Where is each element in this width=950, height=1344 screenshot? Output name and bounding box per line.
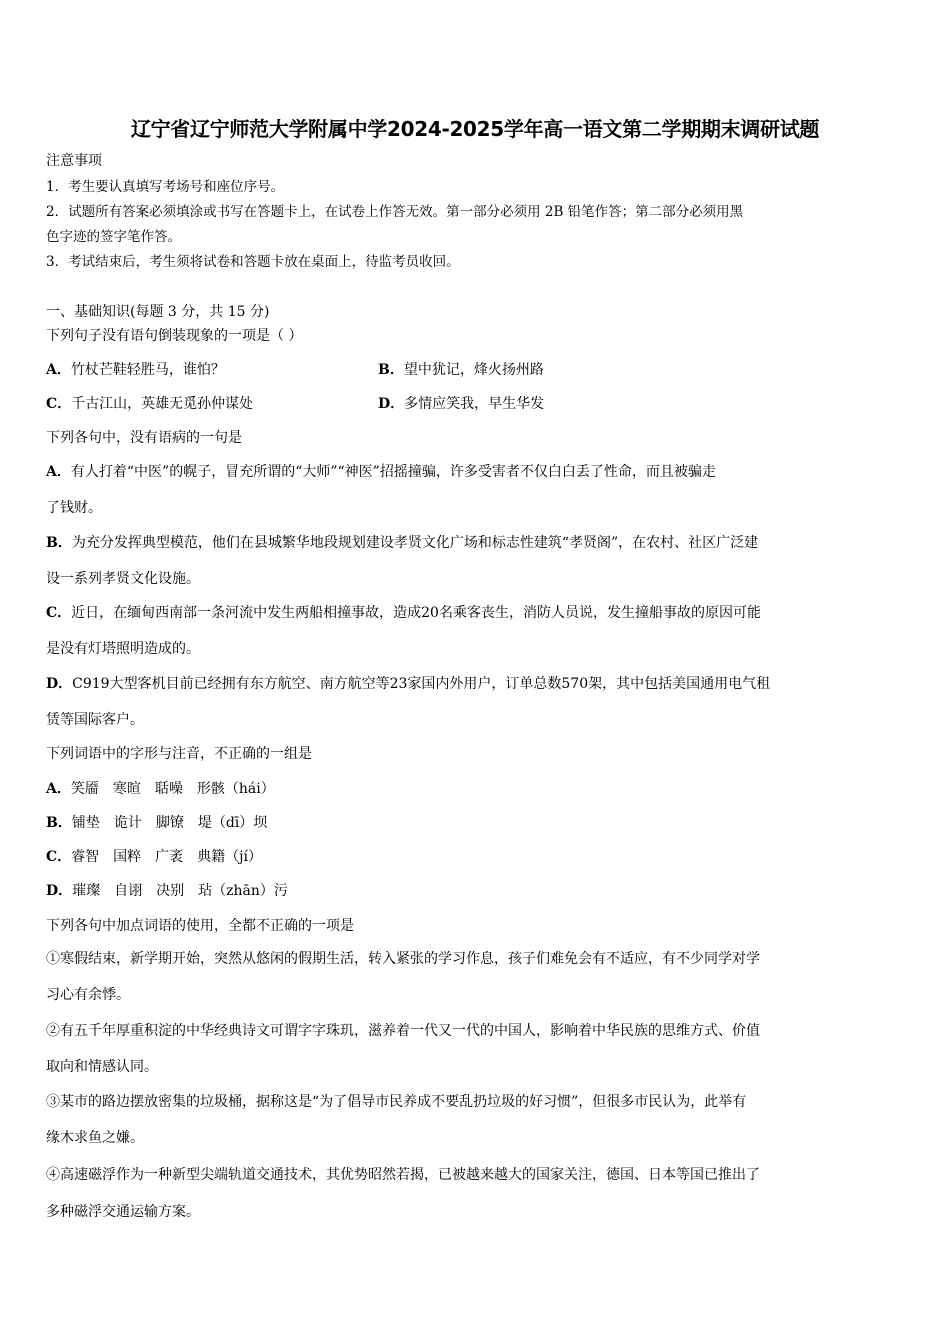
option-label: A． xyxy=(46,464,71,480)
note-item: 色字迹的签字笔作答。 xyxy=(46,229,181,245)
notes-heading: 注意事项 xyxy=(46,153,102,169)
option-label: B． xyxy=(378,362,404,378)
option-text: 赁等国际客户。 xyxy=(46,712,144,728)
option-text: 千古江山，英雄无觅孙仲谋处 xyxy=(71,396,254,412)
option-label: D． xyxy=(378,396,405,412)
option-label: D． xyxy=(46,883,73,899)
option-label: C． xyxy=(46,396,72,412)
option-text: 是没有灯塔照明造成的。 xyxy=(46,641,200,657)
option-text: 多情应笑我，早生华发 xyxy=(404,396,545,412)
option-d xyxy=(46,882,288,900)
sentence-line: 多种磁浮交通运输方案。 xyxy=(46,1204,200,1220)
sentence-line: ④高速磁浮作为一种新型尖端轨道交通技术，其优势昭然若揭，已被越来越大的国家关注，德国、日本等国已推出了 xyxy=(46,1167,760,1183)
option-text: 为充分发挥典型模范，他们在县城繁华地段规划建设孝贤文化广场和标志性建筑“孝贤阁”，在农村、社区广泛建 xyxy=(71,535,759,551)
option-text: 了钱财。 xyxy=(46,500,102,516)
option-text: 望中犹记，烽火扬州路 xyxy=(403,362,544,378)
option-text: 铺垫 诡计 脚镣 堤（dī）坝 xyxy=(71,815,268,831)
note-item: 2．试题所有答案必须填涂或书写在答题卡上，在试卷上作答无效。第一部分必须用 2B 铅笔作答；第二部分必须用黑 xyxy=(46,204,744,220)
option-line xyxy=(46,570,200,588)
question-stem: 下列各句中，没有语病的一句是 xyxy=(46,430,242,446)
option-label: C． xyxy=(46,605,72,621)
option-label: A． xyxy=(46,362,71,378)
option-label: B． xyxy=(46,535,72,551)
option-text: 璀璨 自诩 决别 玷（zhān）污 xyxy=(72,883,288,899)
option-line xyxy=(46,534,758,552)
option-line xyxy=(46,463,716,481)
sentence-line: ①寒假结束，新学期开始，突然从悠闲的假期生活，转入紧张的学习作息，孩子们难免会有不适应，有不少同学对学 xyxy=(46,951,760,967)
sentence-line: 缘木求鱼之嫌。 xyxy=(46,1130,144,1146)
option-a xyxy=(46,780,275,798)
question-stem: 下列词语中的字形与注音，不正确的一组是 xyxy=(46,746,312,762)
sentence-line: ③某市的路边摆放密集的垃圾桶，据称这是“为了倡导市民养成不要乱扔垃圾的好习惯”，但很多市民认为，此举有 xyxy=(46,1094,747,1110)
option-label: A． xyxy=(46,781,71,797)
sentence-line: 取向和情感认同。 xyxy=(46,1059,158,1075)
option-text: 竹杖芒鞋轻胜马，谁怕？ xyxy=(70,362,225,378)
option-line xyxy=(46,499,102,517)
option-d xyxy=(378,395,544,413)
option-text: 有人打着“中医”的幌子，冒充所谓的“大师”“神医”招摇撞骗，许多受害者不仅白白丢了性命，而且被骗走 xyxy=(70,464,716,480)
option-text: C919大型客机目前已经拥有东方航空、南方航空等23家国内外用户，订单总数570架，其中包括美国通用电气租 xyxy=(72,676,771,692)
question-stem: 下列各句中加点词语的使用，全都不正确的一项是 xyxy=(46,918,354,934)
option-b xyxy=(378,361,544,379)
note-item: 3．考试结束后，考生须将试卷和答题卡放在桌面上，待监考员收回。 xyxy=(46,254,460,270)
option-a xyxy=(46,361,225,379)
sentence-line: 习心有余悸。 xyxy=(46,987,130,1003)
option-text: 设一系列孝贤文化设施。 xyxy=(46,571,200,587)
option-text: 睿智 国粹 广袤 典籍（jí） xyxy=(71,849,262,865)
note-item: 1．考生要认真填写考场号和座位序号。 xyxy=(46,179,285,195)
page-title: 辽宁省辽宁师范大学附属中学2024-2025学年高一语文第二学期期末调研试题 xyxy=(130,117,820,141)
question-stem: 下列句子没有语句倒装现象的一项是（ ） xyxy=(46,328,303,344)
option-line xyxy=(46,675,770,693)
option-b xyxy=(46,814,267,832)
option-label: B． xyxy=(46,815,72,831)
section-heading: 一、基础知识(每题 3 分，共 15 分) xyxy=(46,304,270,320)
option-line xyxy=(46,604,761,622)
option-line xyxy=(46,711,144,729)
option-text: 笑靥 寒暄 聒噪 形骸（hái） xyxy=(70,781,275,797)
option-line xyxy=(46,640,200,658)
option-label: D． xyxy=(46,676,73,692)
option-text: 近日，在缅甸西南部一条河流中发生两船相撞事故，造成20名乘客丧生，消防人员说，发生撞船事故的原因可能 xyxy=(71,605,761,621)
option-c xyxy=(46,848,262,866)
option-label: C． xyxy=(46,849,72,865)
sentence-line: ②有五千年厚重积淀的中华经典诗文可谓字字珠玑，滋养着一代又一代的中国人，影响着中华民族的思维方式、价值 xyxy=(46,1023,760,1039)
option-c xyxy=(46,395,253,413)
